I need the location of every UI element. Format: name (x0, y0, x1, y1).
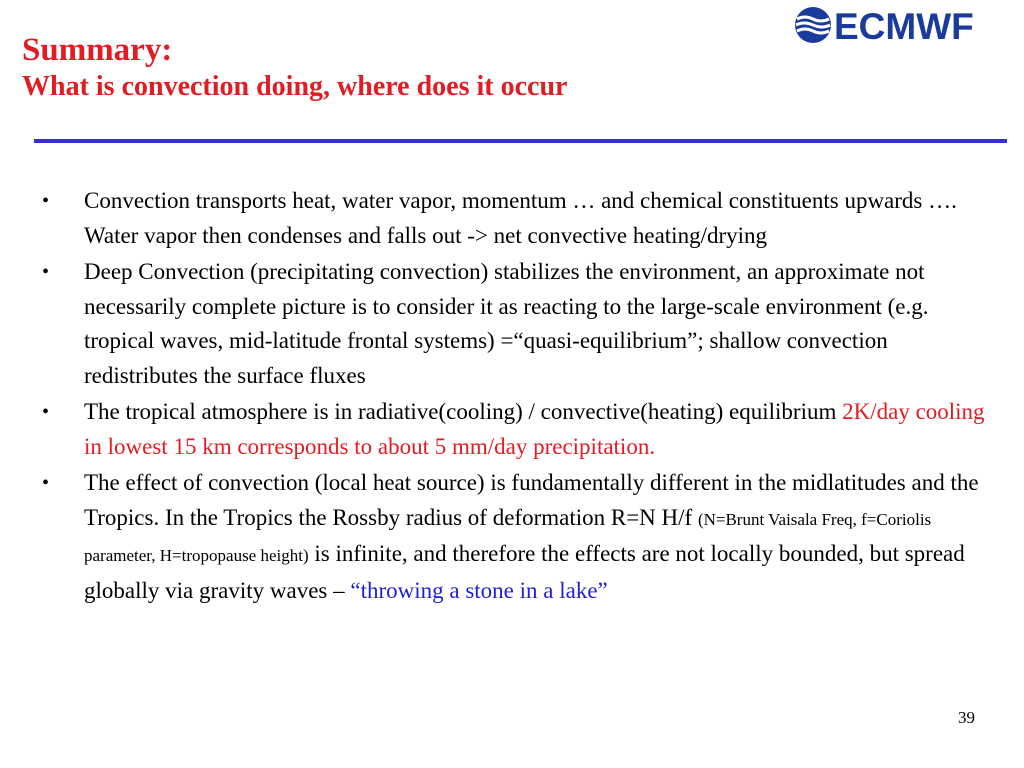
title-block (22, 30, 567, 104)
title-divider (34, 139, 1007, 143)
bullet-dot: • (42, 472, 50, 494)
page-number: 39 (958, 708, 975, 727)
bullet-text: The tropical atmosphere is in radiative(cooling) / convective(heating) equilibrium (84, 399, 843, 424)
bullet-quote-blue: “throwing a stone in a lake” (350, 577, 608, 603)
bullet-item (38, 184, 988, 253)
bullet-small-note: (N=Brunt Vaisala Freq, f=Coriolis parameter, H=tropopause height) (84, 509, 932, 565)
bullet-dot: • (42, 261, 50, 283)
bullet-text: The effect of convection (local heat source) is fundamentally different in the midlatitudes and the Tropics. In the Tropics the Rossby radius of deformation R=N H/f (84, 470, 979, 530)
bullet-item (38, 466, 988, 608)
bullet-item (38, 395, 988, 464)
bullet-text-continued: is infinite, and therefore the effects are not locally bounded, but spread globally via gravity waves – (84, 541, 965, 603)
bullet-item (38, 255, 988, 393)
ecmwf-logo (792, 4, 1017, 46)
bullet-dot: • (42, 190, 50, 212)
slide-title: Summary: (22, 32, 173, 68)
logo-text: ECMWF (834, 6, 974, 46)
bullet-text: Convection transports heat, water vapor, momentum … and chemical constituents upwards …. Water vapor then condenses and falls out -> net convective heating/drying (84, 188, 957, 248)
bullet-list (38, 184, 988, 610)
bullet-dot: • (42, 401, 50, 423)
bullet-text: Deep Convection (precipitating convection) stabilizes the environment, an approximate not necessarily complete picture is to consider it as reacting to the large-scale environment (e.g. tropical waves, mid-latitude frontal systems) =“quasi-equilibrium”; shallow convection redistributes the surface fluxes (84, 259, 929, 388)
slide-subtitle: What is convection doing, where does it occur (22, 71, 568, 102)
bullet-highlight-red: 2K/day cooling in lowest 15 km corresponds to about 5 mm/day precipitation. (84, 399, 985, 459)
